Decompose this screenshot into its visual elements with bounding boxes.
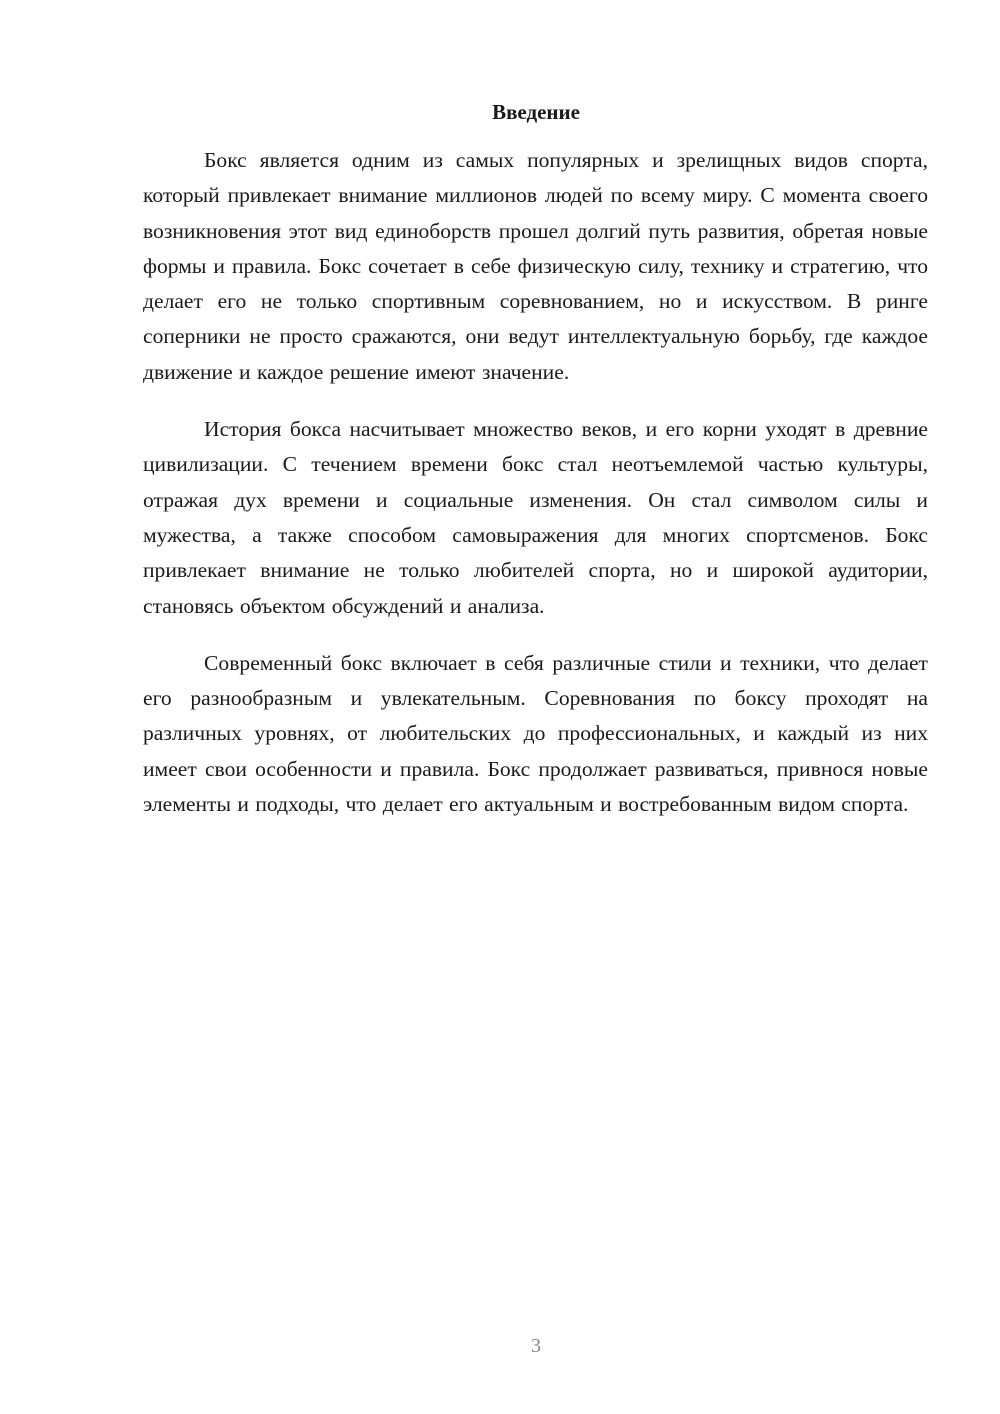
paragraph-1: Бокс является одним из самых популярных и зрелищных видов спорта, который привлекает внимание миллионов людей по всему миру. С момента своего возникновения этот вид единоборств прошел долгий путь развития, обретая новые формы и правила. Бокс сочетает в себе физическую силу, технику и стратегию, что делает его не только спортивным соревнованием, но и искусством. В ринге соперники не просто сражаются, они ведут интеллектуальную борьбу, где каждое движение и каждое решение имеют значение. xyxy=(143,148,928,384)
section-heading: Введение xyxy=(492,100,580,124)
page-number: 3 xyxy=(531,1335,541,1357)
paragraph-2: История бокса насчитывает множество веков, и его корни уходят в древние цивилизации. С течением времени бокс стал неотъемлемой частью культуры, отражая дух времени и социальные изменения. Он стал символом силы и мужества, а также способом самовыражения для многих спортсменов. Бокс привлекает внимание не только любителей спорта, но и широкой аудитории, становясь объектом обсуждений и анализа. xyxy=(143,417,928,618)
body-text xyxy=(143,143,928,844)
paragraph-3: Современный бокс включает в себя различные стили и техники, что делает его разнообразным и увлекательным. Соревнования по боксу проходят на различных уровнях, от любительских до профессиональных, и каждый из них имеет свои особенности и правила. Бокс продолжает развиваться, привнося новые элементы и подходы, что делает его актуальным и востребованным видом спорта. xyxy=(143,650,928,817)
